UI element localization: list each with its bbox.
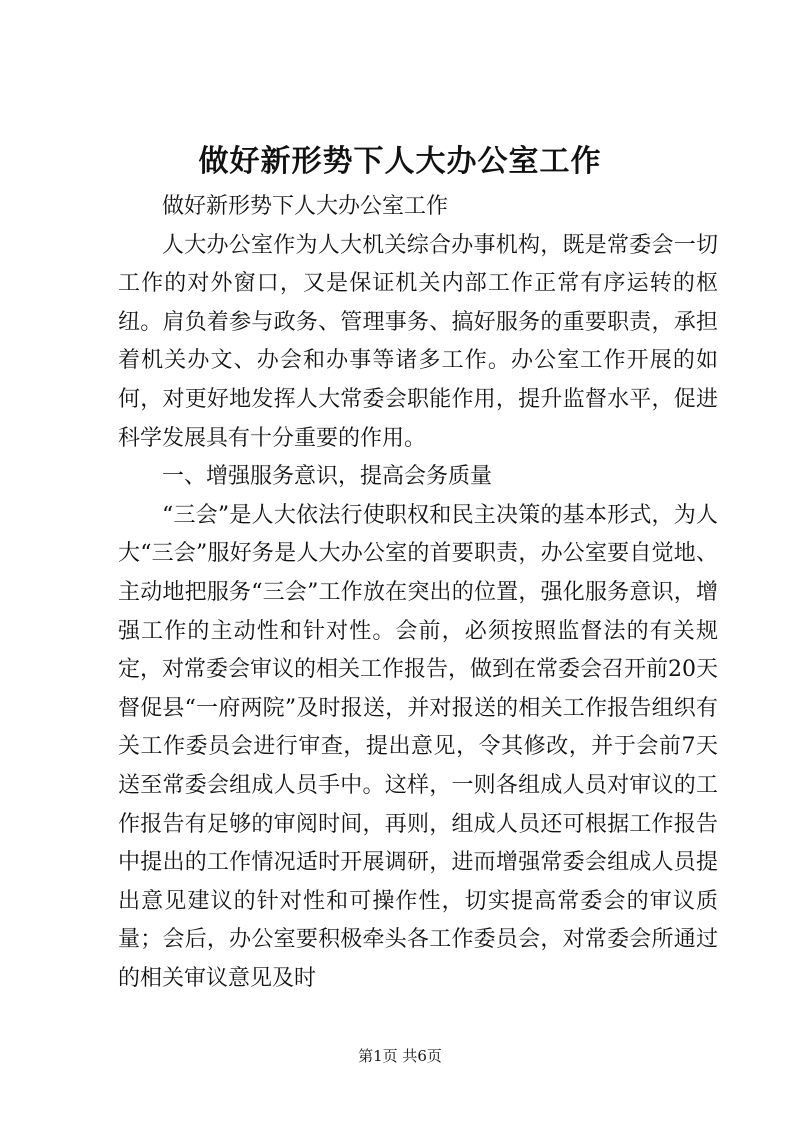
document-body xyxy=(118,188,718,998)
section-heading: 一、增强服务意识，提高会务质量 xyxy=(162,464,493,490)
intro-paragraph: 人大办公室作为人大机关综合办事机构，既是常委会一切工作的对外窗口，又是保证机关内部工作正常有序运转的枢纽。肩负着参与政务、管理事务、搞好服务的重要职责，承担着机关办文、办会和办事等诸多工作。办公室工作开展的如何，对更好地发挥人大常委会职能作用，提升监督水平，促进科学发展具有十分重要的作用。 xyxy=(118,232,718,451)
subtitle-paragraph: 做好新形势下人大办公室工作 xyxy=(162,194,449,219)
page-number-footer: 第1页 共6页 xyxy=(358,1047,442,1065)
document-title: 做好新形势下人大办公室工作 xyxy=(198,144,602,179)
section-paragraph: “三会”是人大依法行使职权和民主决策的基本形式，为人大“三会”服好务是人大办公室的首要职责，办公室要自觉地、主动地把服务“三会”工作放在突出的位置，强化服务意识，增强工作的主动性和针对性。会前，必须按照监督法的有关规定，对常委会审议的相关工作报告，做到在常委会召开前20天督促县“一府两院”及时报送，并对报送的相关工作报告组织有关工作委员会进行审查，提出意见，令其修改，并于会前7天送至常委会组成人员手中。这样，一则各组成人员对审议的工作报告有足够的审阅时间，再则，组成人员还可根据工作报告中提出的工作情况适时开展调研，进而增强常委会组成人员提出意见建议的针对性和可操作性，切实提高常委会的审议质量；会后，办公室要积极牵头各工作委员会，对常委会所通过的相关审议意见及时 xyxy=(118,502,718,991)
